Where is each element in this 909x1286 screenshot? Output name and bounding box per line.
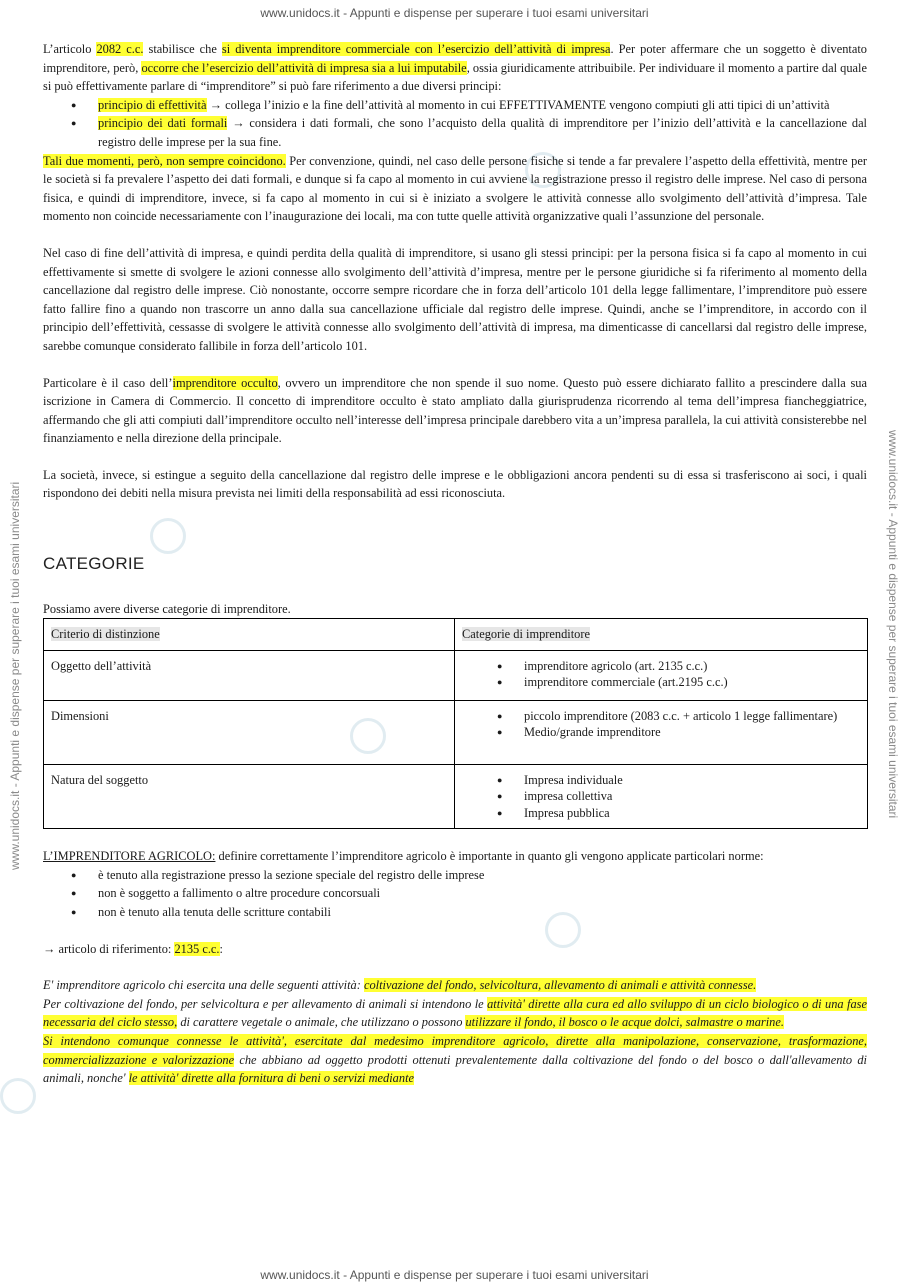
highlight: 2082 c.c. (96, 42, 144, 56)
table-cell: Natura del soggetto (44, 764, 455, 829)
list-item: ● Impresa pubblica (524, 805, 860, 822)
side-watermark-left: www.unidocs.it - Appunti e dispense per superare i tuoi esami universitari (8, 481, 22, 870)
table-cell: Dimensioni (44, 700, 455, 764)
highlight: Si intendono comunque connesse le attività', esercitate dal medesimo imprenditore agricolo, dirette alla manipolazione, conservazione, trasformazione, commercializzazione e valorizzazione (43, 1034, 867, 1067)
highlight: attività' dirette alla cura ed allo sviluppo di un ciclo biologico o di una fase necessaria del ciclo stesso, (43, 996, 867, 1030)
column-header: Criterio di distinzione (44, 619, 455, 651)
subheading: L’IMPRENDITORE AGRICOLO: (43, 849, 216, 864)
table-row (44, 650, 868, 700)
list-item: ● Medio/grande imprenditore (524, 724, 860, 741)
highlight: si diventa imprenditore commerciale con l’esercizio dell’attività di impresa (221, 42, 611, 56)
list-item: ● piccolo imprenditore (2083 c.c. + articolo 1 legge fallimentare) (524, 708, 860, 725)
column-header: Categorie di imprenditore (455, 619, 868, 651)
list-item: ● impresa collettiva (524, 788, 860, 805)
page-header: www.unidocs.it - Appunti e dispense per superare i tuoi esami universitari (260, 6, 649, 20)
list-item: ● imprenditore agricolo (art. 2135 c.c.) (524, 658, 860, 675)
highlight: le attività' dirette alla fornitura di beni o servizi mediante (128, 1071, 415, 1086)
paragraph-end-activity: Nel caso di fine dell’attività di impresa, e quindi perdita della qualità di imprenditore, si usano gli stessi principi: per la persona fisica si fa capo al momento in cui effettivamente si smette di svolgere le azioni connesse allo svolgimento dell’attività d’impresa, mentre per le persone giuridiche si fa riferimento al momento della cancellazione dal registro delle imprese. Ciò nonostante, occorre sempre ricordare che in forza dell’articolo 101 della legge fallimentare, l’imprenditore può essere fatto fallire fino a quando non trascorre un anno dalla sua cancellazione ufficiale dal registro delle imprese. Quindi, anche se l’imprenditore, in accordo con il principio dell’effettività, cessasse di svolgere le attività connesse allo svolgimento dell’attività di impresa, ma dimenticasse di cancellarsi dal registro delle imprese, sarebbe comunque considerato fallibile in forza dell’articolo 101. (43, 245, 867, 353)
highlight: imprenditore occulto (172, 375, 278, 390)
table-cell (455, 700, 868, 764)
table-header-row (44, 619, 868, 651)
legal-quote: E' imprenditore agricolo chi esercita una delle seguenti attività: coltivazione del fondo, selvicoltura, allevamento di animali e attività connesse. Per coltivazione del fondo, per selvicoltura e per allevamento di animali si intendono le attività' dirette alla cura ed allo sviluppo di un ciclo biologico o di una fase necessaria del ciclo stesso, di carattere vegetale o animale, che utilizzano o possono utilizzare il fondo, il bosco o le acque dolci, salmastre o marine. Si intendono comunque connesse le attività', esercitate dal medesimo imprenditore agricolo, dirette alla manipolazione, conservazione, trasformazione, commercializzazione e valorizzazione che abbiano ad oggetto prodotti ottenuti prevalentemente dalla coltivazione del fondo o del bosco o dall'allevamento di animali, nonche' le attività' dirette alla fornitura di beni o servizi mediante (43, 978, 867, 1086)
list-item: ● principio di effettività → collega l’inizio e la fine dell’attività al momento in cui EFFETTIVAMENTE vengono compiuti gli atti tipici di un’attività (98, 96, 867, 115)
list-item: ● principio dei dati formali → considera i dati formali, che sono l’acquisto della qualità di imprenditore per l’inizio dell’attività e la cancellazione dal registro delle imprese per la sua fine. (98, 114, 867, 151)
paragraph-agricolo: L’IMPRENDITORE AGRICOLO: definire correttamente l’imprenditore agricolo è importante in quanto gli vengono applicate particolari norme: (43, 849, 764, 864)
highlight: 2135 c.c. (174, 941, 220, 956)
categories-table (43, 618, 868, 829)
highlight: utilizzare il fondo, il bosco o le acque dolci, salmastre o marine. (465, 1015, 784, 1030)
side-watermark-right: www.unidocs.it - Appunti e dispense per superare i tuoi esami universitari (886, 430, 900, 819)
document-body (43, 40, 867, 1088)
paragraph-intro: L’articolo 2082 c.c. stabilisce che si diventa imprenditore commerciale con l’esercizio dell’attività di impresa. Per poter affermare che un soggetto è diventato imprenditore, però, occorre che l’esercizio dell’attività di impresa sia a lui imputabile, ossia giuridicamente attribuibile. Per individuare il momento a partire dal quale si può effettivamente parlare di “imprenditore” si può fare riferimento a due diversi principi: (43, 42, 868, 94)
list-item: ● imprenditore commerciale (art.2195 c.c.) (524, 674, 860, 691)
table-intro: Possiamo avere diverse categorie di imprenditore. (43, 601, 291, 616)
paragraph-society: La società, invece, si estingue a seguito della cancellazione dal registro delle imprese e le obbligazioni ancora pendenti su di essa si trasferiscono ai soci, i quali rispondono dei debiti nella misura prevista nei limiti della responsabilità ad essi riconosciuta. (43, 467, 867, 501)
table-row (44, 700, 868, 764)
table-row (44, 764, 868, 829)
list-item: ● è tenuto alla registrazione presso la sezione speciale del registro delle imprese (98, 866, 867, 885)
watermark-logo-icon (0, 1078, 36, 1114)
section-title: CATEGORIE (43, 554, 145, 574)
reference-line: → articolo di riferimento: 2135 c.c.: (43, 941, 223, 956)
list-item: ● Impresa individuale (524, 772, 860, 789)
table-cell (455, 764, 868, 829)
paragraph-occult: Particolare è il caso dell’imprenditore occulto, ovvero un imprenditore che non spende il suo nome. Questo può essere dichiarato fallito a prescindere dalla sua iscrizione in Camera di Commercio. Il concetto di imprenditore occulto è stato ampliato dalla giurisprudenza ricorrendo al tema dell’impresa fiancheggiatrice, affermando che gli atti compiuti dall’imprenditore occulto nell’interesse dell’impresa principale darebbero vita a un’impresa parallela, la cui attività consisterebbe nel finanziamento e nella direzione della principale. (43, 375, 867, 446)
principles-list (43, 96, 867, 152)
list-item: ● non è soggetto a fallimento o altre procedure concorsuali (98, 884, 867, 903)
highlight: occorre che l’esercizio dell’attività di impresa sia a lui imputabile (141, 60, 467, 75)
table-cell: Oggetto dell’attività (44, 650, 455, 700)
agricolo-list (43, 866, 867, 922)
list-item: ● non è tenuto alla tenuta delle scritture contabili (98, 903, 867, 922)
highlight: coltivazione del fondo, selvicoltura, allevamento di animali e attività connesse. (363, 978, 757, 993)
paragraph-convention: Tali due momenti, però, non sempre coincidono. Per convenzione, quindi, nel caso delle persone fisiche si tende a far prevalere l’aspetto della effettività, mentre per le società si fa prevalere l’aspetto dei dati formali, e dunque si fa capo al momento in cui avviene la registrazione presso il registro delle imprese. Nel caso di persona fisica, e quindi di imprenditore, invece, si fa capo al momento in cui si è iniziato a svolgere le attività connesse allo svolgimento dell’attività d’impresa. Tale momento non coincide necessariamente con l’inaugurazione dei locali, ma con tutte quelle attività organizzative quali l’assunzione del personale. (43, 153, 867, 224)
highlight: Tali due momenti, però, non sempre coincidono. (43, 153, 286, 168)
table-cell (455, 650, 868, 700)
page-footer: www.unidocs.it - Appunti e dispense per superare i tuoi esami universitari (260, 1268, 649, 1282)
